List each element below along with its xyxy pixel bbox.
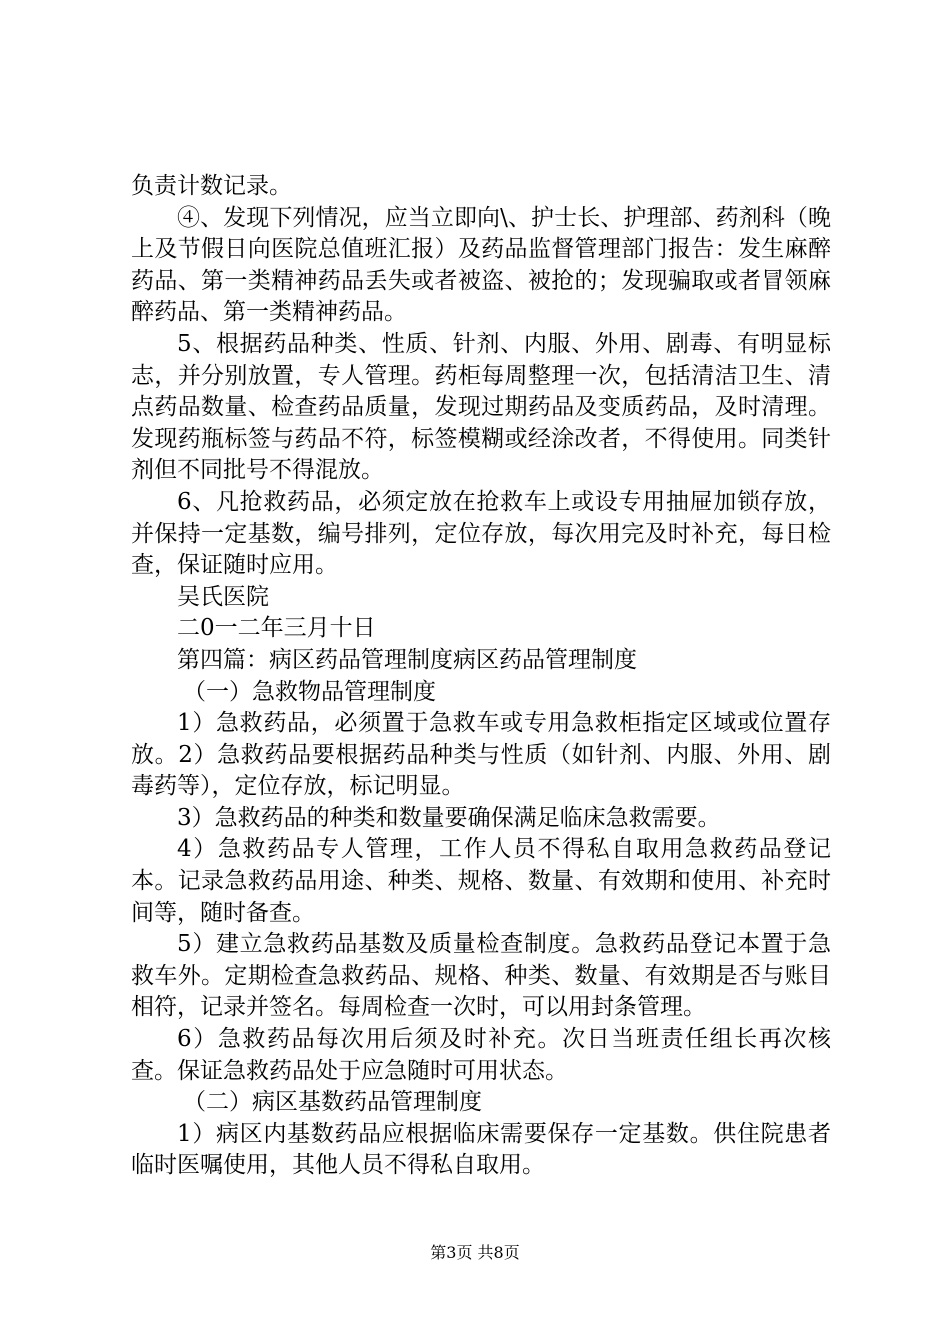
paragraph-continuation: 负责计数记录。 [131, 173, 292, 199]
section-heading-base-drugs: （二）病区基数药品管理制度 [183, 1089, 482, 1116]
document-body [131, 171, 831, 1182]
paragraph-storage-rules: 5、根据药品种类、性质、针剂、内服、外用、剧毒、有明显标志，并分别放置，专人管理。药柜每周整理一次，包括清洁卫生、清点药品数量、检查药品质量，发现过期药品及变质药品，及时清理。发现药瓶标签与药品不符，标签模糊或经涂改者，不得使用。同类针剂但不同批号不得混放。 [131, 330, 831, 484]
document-date: 二0一二年三月十日 [177, 615, 376, 642]
page-footer: 第3页 共8页 [430, 1243, 520, 1262]
paragraph-emergency-6: 6）急救药品每次用后须及时补充。次日当班责任组长再次核查。保证急救药品处于应急随时可用状态。 [131, 1026, 831, 1084]
paragraph-emergency-5: 5）建立急救药品基数及质量检查制度。急救药品登记本置于急救车外。定期检查急救药品、规格、种类、数量、有效期是否与账目相符，记录并签名。每周检查一次时，可以用封条管理。 [131, 931, 831, 1021]
paragraph-emergency-3: 3）急救药品的种类和数量要确保满足临床急救需要。 [177, 804, 721, 831]
paragraph-base-drugs-1: 1）病区内基数药品应根据临床需要保存一定基数。供住院患者临时医嘱使用，其他人员不得私自取用。 [131, 1120, 831, 1179]
paragraph-report-conditions: ④、发现下列情况，应当立即向\、护士长、护理部、药剂科（晚上及节假日向医院总值班汇报）及药品监督管理部门报告：发生麻醉药品、第一类精神药品丢失或者被盗、被抢的；发现骗取或者冒领麻醉药品、第一类精神药品。 [131, 204, 831, 326]
paragraph-emergency-1: 1）急救药品，必须置于急救车或专用急救柜指定区域或位置存放。2）急救药品要根据药品种类与性质（如针剂、内服、外用、剧毒药等），定位存放，标记明显。 [131, 710, 831, 800]
chapter-title: 第四篇：病区药品管理制度病区药品管理制度 [177, 646, 637, 673]
section-heading-emergency: （一）急救物品管理制度 [183, 678, 436, 705]
hospital-name: 吴氏医院 [177, 583, 269, 610]
paragraph-emergency-4: 4）急救药品专人管理，工作人员不得私自取用急救药品登记本。记录急救药品用途、种类、规格、数量、有效期和使用、补充时间等，随时备查。 [131, 836, 831, 926]
paragraph-rescue-drugs: 6、凡抢救药品，必须定放在抢救车上或设专用抽屉加锁存放，并保持一定基数，编号排列，定位存放，每次用完及时补充，每日检查，保证随时应用。 [131, 488, 831, 579]
